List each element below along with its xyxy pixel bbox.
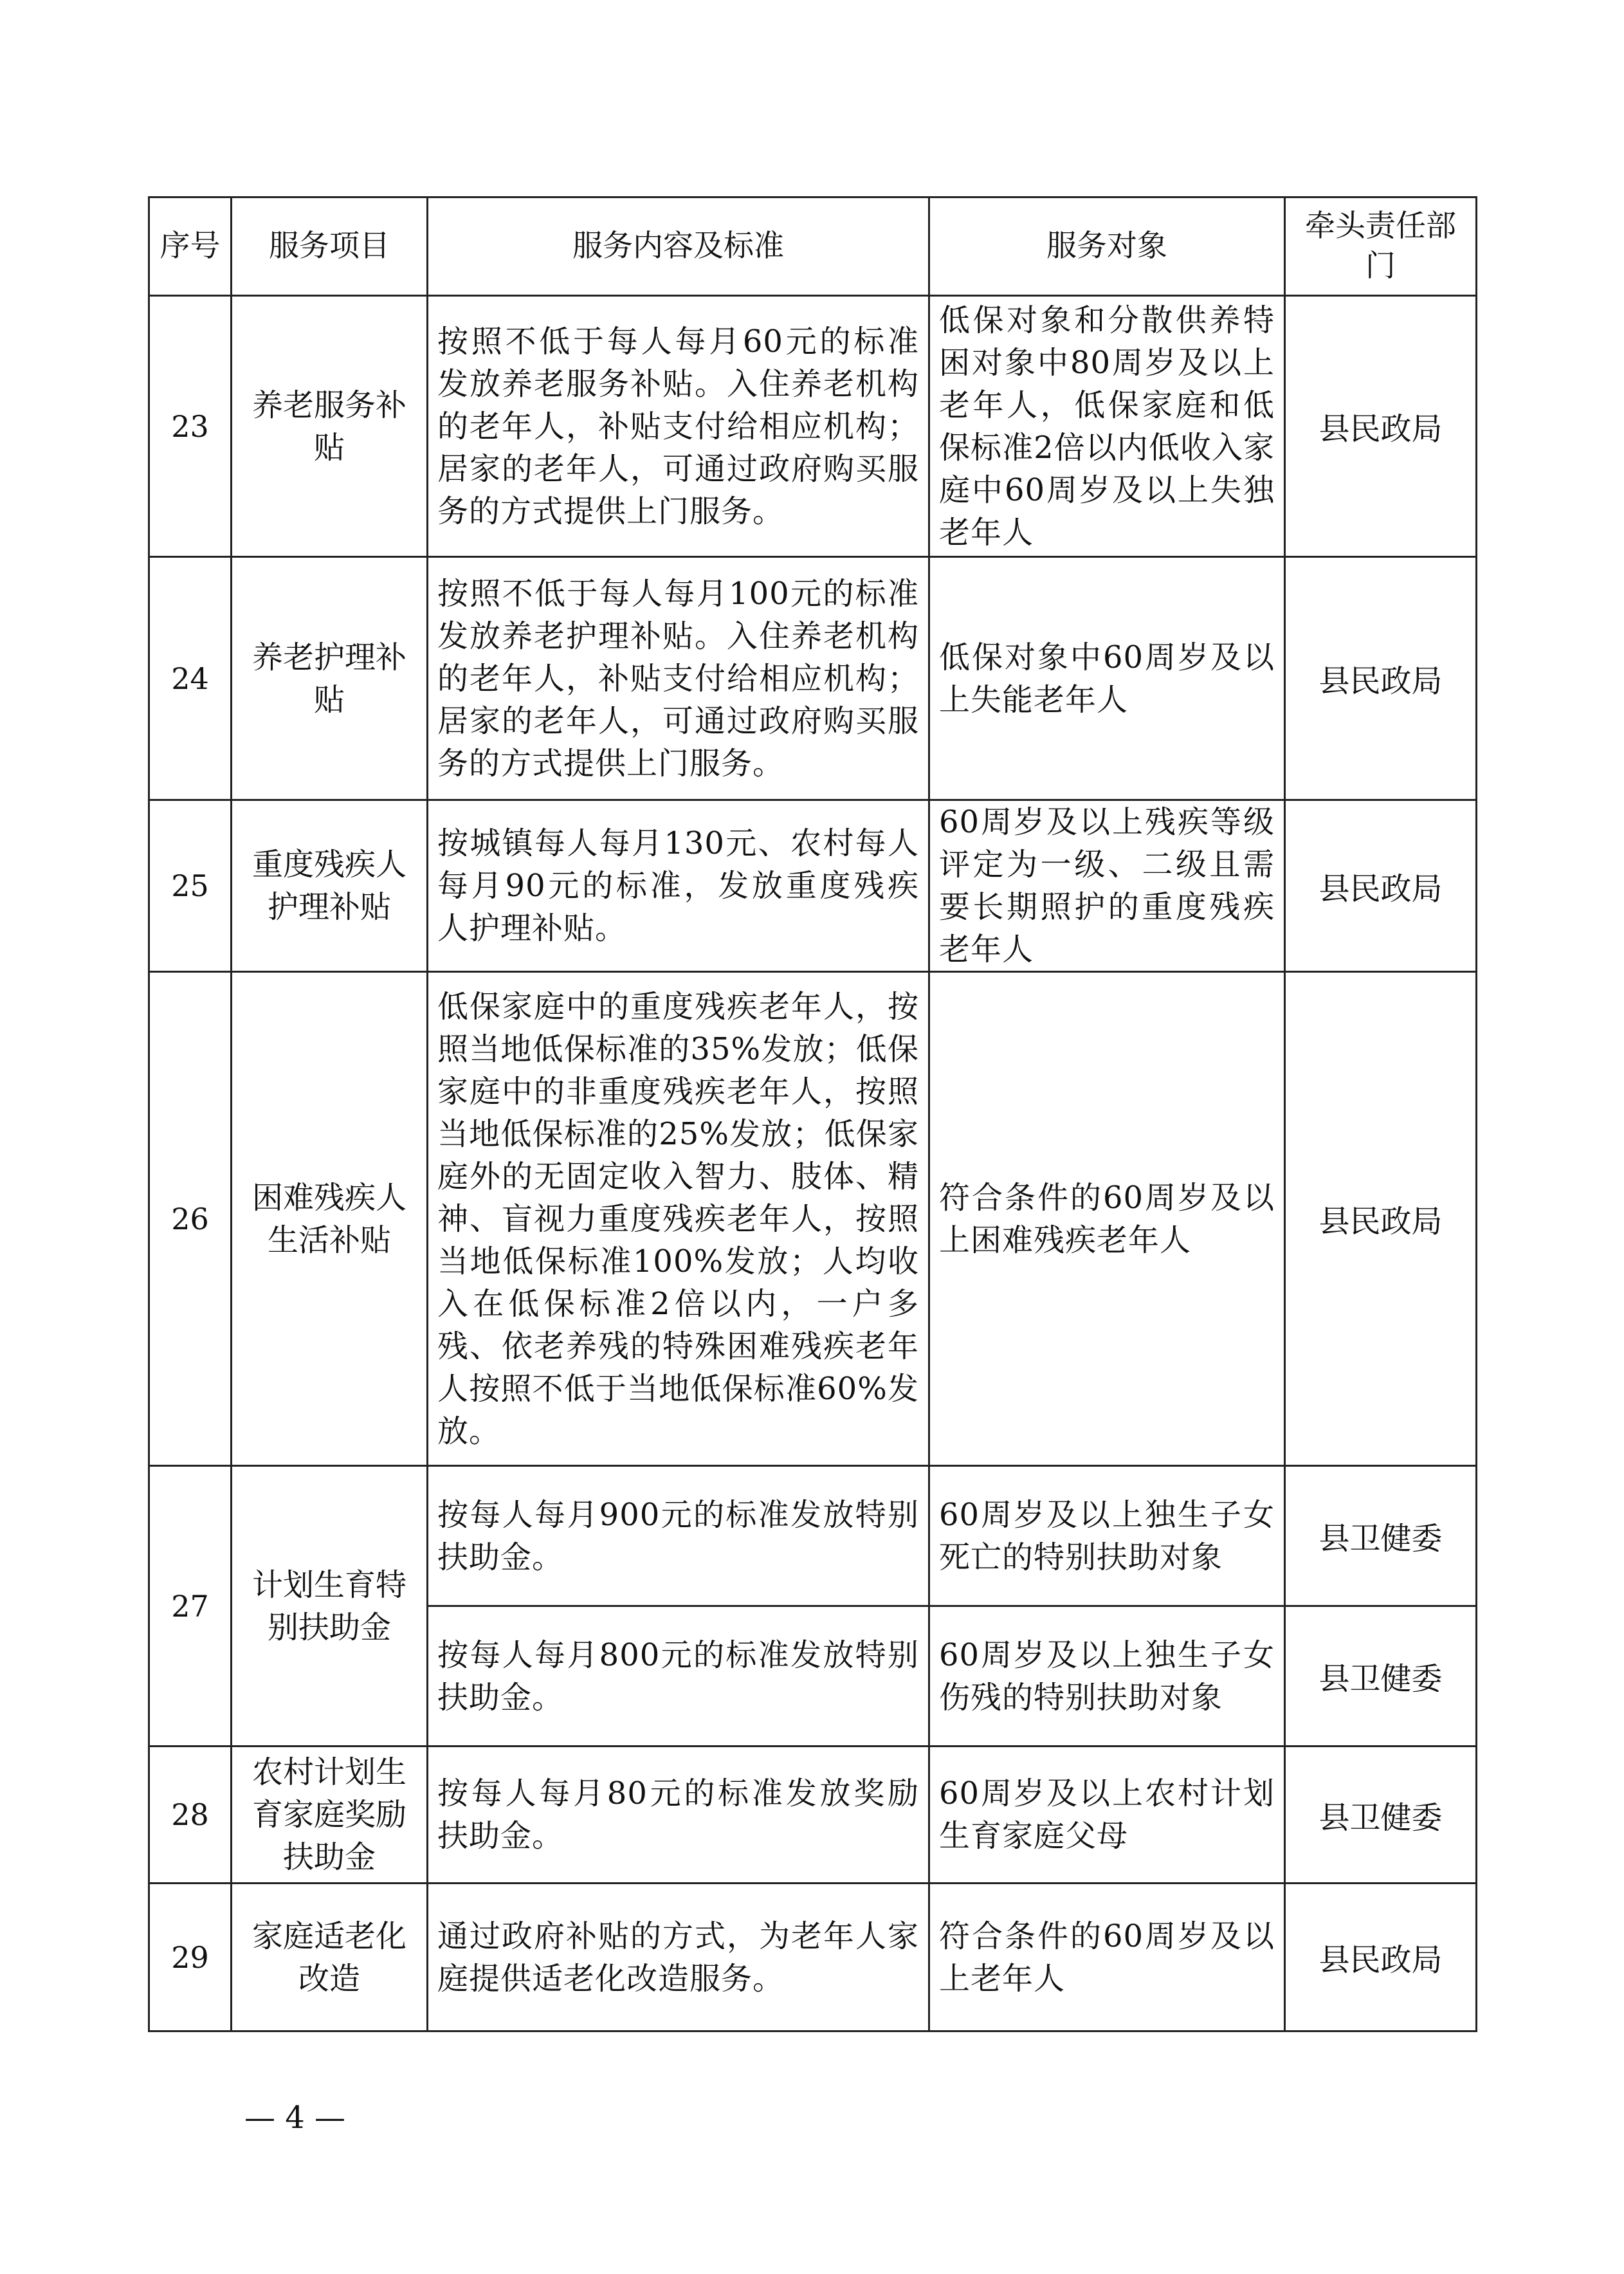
table-row <box>149 1884 1477 2031</box>
service-target: 60周岁及以上农村计划生育家庭父母 <box>929 1747 1285 1884</box>
table-row <box>149 972 1477 1466</box>
service-item: 养老护理补贴 <box>232 557 428 800</box>
service-target: 60周岁及以上残疾等级评定为一级、二级且需要长期照护的重度残疾老年人 <box>929 800 1285 972</box>
page-number: — 4 — <box>244 2100 346 2136</box>
service-item: 重度残疾人护理补贴 <box>232 800 428 972</box>
service-item: 家庭适老化改造 <box>232 1884 428 2031</box>
services-table <box>148 196 1477 2032</box>
service-item: 养老服务补贴 <box>232 296 428 557</box>
header-dept: 牵头责任部门 <box>1285 197 1477 296</box>
header-item: 服务项目 <box>232 197 428 296</box>
service-item: 困难残疾人生活补贴 <box>232 972 428 1466</box>
table-row <box>149 296 1477 557</box>
lead-department: 县民政局 <box>1285 972 1477 1466</box>
row-number: 28 <box>149 1747 232 1884</box>
table-row <box>149 1466 1477 1606</box>
service-target: 符合条件的60周岁及以上困难残疾老年人 <box>929 972 1285 1466</box>
lead-department: 县卫健委 <box>1285 1606 1477 1747</box>
service-content: 按每人每月80元的标准发放奖励扶助金。 <box>428 1747 929 1884</box>
header-row <box>149 197 1477 296</box>
row-number: 29 <box>149 1884 232 2031</box>
lead-department: 县卫健委 <box>1285 1747 1477 1884</box>
service-target: 低保对象中60周岁及以上失能老年人 <box>929 557 1285 800</box>
header-target: 服务对象 <box>929 197 1285 296</box>
service-content: 通过政府补贴的方式，为老年人家庭提供适老化改造服务。 <box>428 1884 929 2031</box>
row-number: 25 <box>149 800 232 972</box>
service-content: 按照不低于每人每月60元的标准发放养老服务补贴。入住养老机构的老年人，补贴支付给相应机构；居家的老年人，可通过政府购买服务的方式提供上门服务。 <box>428 296 929 557</box>
row-number: 26 <box>149 972 232 1466</box>
service-target: 60周岁及以上独生子女伤残的特别扶助对象 <box>929 1606 1285 1747</box>
lead-department: 县民政局 <box>1285 557 1477 800</box>
service-target: 低保对象和分散供养特困对象中80周岁及以上老年人，低保家庭和低保标准2倍以内低收入家庭中60周岁及以上失独老年人 <box>929 296 1285 557</box>
lead-department: 县民政局 <box>1285 296 1477 557</box>
header-num: 序号 <box>149 197 232 296</box>
service-item: 农村计划生育家庭奖励扶助金 <box>232 1747 428 1884</box>
header-content: 服务内容及标准 <box>428 197 929 296</box>
lead-department: 县民政局 <box>1285 1884 1477 2031</box>
lead-department: 县卫健委 <box>1285 1466 1477 1606</box>
service-target: 符合条件的60周岁及以上老年人 <box>929 1884 1285 2031</box>
table-row <box>149 557 1477 800</box>
table-row <box>149 1747 1477 1884</box>
service-target: 60周岁及以上独生子女死亡的特别扶助对象 <box>929 1466 1285 1606</box>
service-content: 按城镇每人每月130元、农村每人每月90元的标准，发放重度残疾人护理补贴。 <box>428 800 929 972</box>
lead-department: 县民政局 <box>1285 800 1477 972</box>
service-content: 按每人每月900元的标准发放特别扶助金。 <box>428 1466 929 1606</box>
table-row <box>149 800 1477 972</box>
service-content: 低保家庭中的重度残疾老年人，按照当地低保标准的35%发放；低保家庭中的非重度残疾老年人，按照当地低保标准的25%发放；低保家庭外的无固定收入智力、肢体、精神、盲视力重度残疾老年人，按照当地低保标准100%发放；人均收入在低保标准2倍以内，一户多残、依老养残的特殊困难残疾老年人按照不低于当地低保标准60%发放。 <box>428 972 929 1466</box>
row-number: 24 <box>149 557 232 800</box>
row-number: 23 <box>149 296 232 557</box>
service-item: 计划生育特别扶助金 <box>232 1466 428 1747</box>
service-content: 按每人每月800元的标准发放特别扶助金。 <box>428 1606 929 1747</box>
row-number: 27 <box>149 1466 232 1747</box>
service-content: 按照不低于每人每月100元的标准发放养老护理补贴。入住养老机构的老年人，补贴支付给相应机构；居家的老年人，可通过政府购买服务的方式提供上门服务。 <box>428 557 929 800</box>
